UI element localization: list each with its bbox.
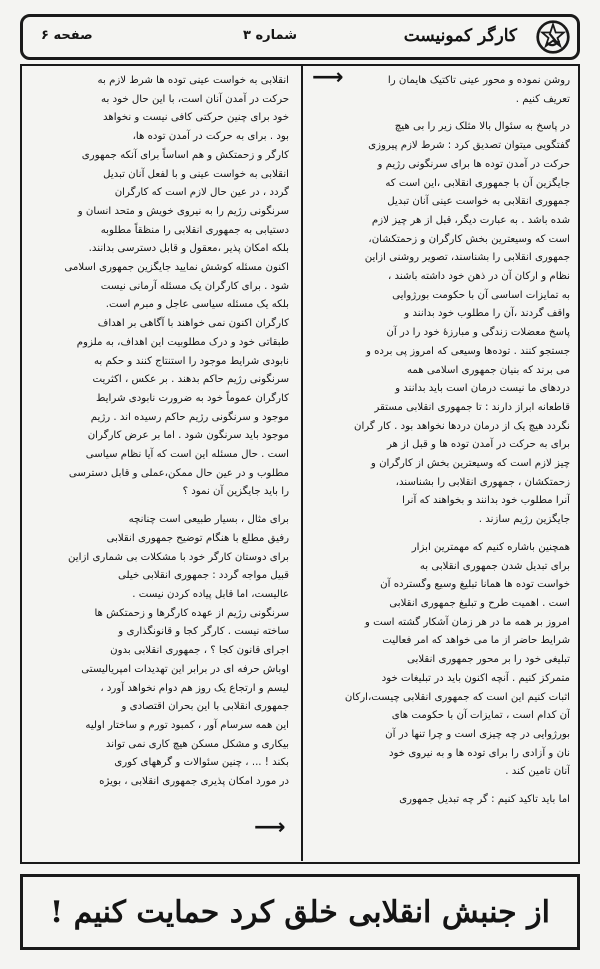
text-line: کارگر و زحمتکش و هم اساساً برای آنکه جمهوری <box>81 149 289 161</box>
text-line: برای دوستان کارگر خود با مشکلات بی شماری ازاین <box>68 551 289 563</box>
text-line: بیکاری و مشکل مسکن هیچ کاری نمی تواند <box>105 738 289 750</box>
continued-arrow-icon: ⟶ <box>254 815 286 840</box>
text-line: اوباش حرفه ای در برابر این تهدیدات امپریالیستی <box>81 663 289 675</box>
text-line: کارگران اکنون نمی خواهند با آگاهی بر اهداف <box>97 318 289 330</box>
text-line: برای مثال ، بسیار طبیعی است چنانچه <box>128 514 289 526</box>
text-line: جمهوری انقلابی به خواست عینی آنان تبدیل <box>387 196 570 208</box>
text-line: قبیل مواجه گردد : جمهوری انقلابی خیلی <box>118 570 289 582</box>
right-column <box>312 72 570 858</box>
text-line: تعریف کنیم . <box>515 93 570 105</box>
text-line: بلکه امکان پذیر ،معقول و قابل دسترسی بدانند. <box>88 243 289 255</box>
page-number: صفحه ۶ <box>41 28 93 43</box>
text-line: اثبات کنیم این است که جمهوری انقلابی چیست،ارکان <box>344 691 570 703</box>
text-line: موجود باید سرنگون شود . اما بر عرض کارگران <box>87 430 289 442</box>
text-line: رفیق مطلع با هنگام توضیح جمهوری انقلابی <box>106 532 289 544</box>
text-line: انقلابی به خواست عینی و با لفعل آنان تبدیل <box>103 168 289 180</box>
text-line: لیسم و ارتجاع یک روز هم دوام نخواهد آورد ، <box>100 682 289 694</box>
text-line: سرنگونی رژیم را به نیروی خویش و متحد انسان و <box>77 205 289 217</box>
text-line: در پاسخ به سئوال بالا مثلک زیر را بی هیچ <box>394 121 570 133</box>
text-line: نان و آزادی را برای توده ها و به نیروی خود <box>388 747 570 759</box>
text-line: انقلابی به خواست عینی توده ها شرط لازم به <box>97 75 289 86</box>
text-line: چیز لازم است که وسیعترین بخش از کارگران و <box>370 458 570 470</box>
slogan-text: از جنبش انقلابی خلق کرد حمایت کنیم ! <box>50 894 550 930</box>
text-line: جایگزین رژیم سازند . <box>478 514 570 526</box>
text-line: دستیابی به جمهوری انقلابی را منظقاً مطلوبه <box>100 224 289 236</box>
text-line: نگردد هیچ یک از درمان دردها نخواهد بود . کار گران <box>354 420 570 432</box>
text-line: آنرا مطلوب خود بدانند و بخواهند که آنرا <box>402 495 570 507</box>
continuation-arrow-icon: ⟶ <box>312 65 344 90</box>
paragraph-gap <box>312 782 570 791</box>
text-line: گردد ، در عین حال لازم است که کارگران <box>114 187 289 199</box>
text-line: متمرکز کنیم . آنچه اکنون باید در تبلیغات خود <box>381 672 570 684</box>
text-line: بکند ! ... ، چنین سئوالات و گرههای کوری <box>114 757 289 769</box>
text-line: موجود و سرنگونی رژیم حاکم رسیده اند . رژیم <box>90 411 289 423</box>
text-line: گفتگویی میتوان تصدیق کرد : شرط لازم پیروزی <box>368 140 570 152</box>
text-line: جایگزین آن با جمهوری انقلابی ،این است که <box>385 177 570 189</box>
text-line: شود . برای کارگران یک مسئله آرمانی نیست <box>100 280 289 292</box>
text-line: است . حال مسئله این است که آیا نظام سیاسی <box>85 449 289 461</box>
column-divider <box>301 66 303 861</box>
text-line: اجرای قانون کجا ؟ ، جمهوری انقلابی بدون <box>110 645 289 657</box>
article-frame <box>20 64 580 864</box>
slogan-banner <box>20 874 580 950</box>
text-line: برای به حرکت در آمدن توده ها و قبل از هر <box>386 439 570 451</box>
text-line: نظام و ارکان آن در ذهن خود داشته باشند ، <box>387 271 570 283</box>
text-line: شده باشد . به عبارت دیگر، قبل از هر چیز لازم <box>371 214 570 226</box>
text-line: تبلیغی خود را بر محور جمهوری انقلابی <box>407 654 570 666</box>
text-line: سرنگونی رژیم از عهده کارگرها و زحمتکش ها <box>94 607 289 619</box>
text-line: طبقاتی خود و درک مطلوبیت این اهداف، به ملزوم <box>76 336 289 348</box>
text-line: آن کدام است ، تمایزات آن با حکومت های <box>391 710 570 722</box>
text-line: زحمتکشان ، جمهوری انقلابی را بشناسند، <box>395 476 570 488</box>
text-line: در مورد امکان پذیری جمهوری انقلابی ، بویژه <box>99 776 289 788</box>
text-line: جمهوری انقلابی را بشناسند، تصویر روشنی ازاین <box>364 252 570 264</box>
text-line: به تمایزات اساسی آن با حکومت بورژوایی <box>392 289 570 301</box>
text-line: اما باید تاکید کنیم : گر چه تبدیل جمهوری <box>399 794 570 806</box>
issue-number: شماره ۳ <box>242 28 297 43</box>
text-line: بورژوایی در چه چیزی است و چرا تنها در آن <box>385 728 570 740</box>
text-line: را باید جایگزین آن نمود ؟ <box>182 486 289 498</box>
text-line: آنان تامین کند . <box>505 766 570 778</box>
text-line: پاسخ معضلات زندگی و مبارزهٔ خود را در آن <box>386 327 570 339</box>
text-line: است . اهمیت طرح و تبلیغ جمهوری انقلابی <box>389 597 570 609</box>
text-line: واقف گردند ،آن را مطلوب خود بدانند و <box>404 308 570 320</box>
text-line: می برند که بنیان جمهوری اسلامی همه <box>406 364 570 376</box>
text-line: قاطعانه ابراز دارند : تا جمهوری انقلابی مستقر <box>374 401 570 413</box>
text-line: جمهوری انقلابی با این بحران اقتصادی و <box>121 701 289 713</box>
text-line: شرایط حاضر از ما می خواهد که امر فعالیت <box>382 635 570 647</box>
text-line: ساخته نیست . کارگر کجا و قانونگذاری و <box>118 626 289 638</box>
text-line: بلکه یک مسئله سیاسی عاجل و مبرم است. <box>105 299 289 311</box>
text-line: خواست توده ها همانا تبلیغ وسیع وگسترده آن <box>380 579 570 591</box>
text-line: بود . برای به حرکت در آمدن توده ها، <box>132 131 289 143</box>
text-line: حرکت در آمدن آنان است، با این حال خود به <box>101 93 289 105</box>
text-line: دردهای ما نیست درمان است باید بدانند و <box>395 383 570 395</box>
text-line: سرنگونی رژیم حاکم بدهند . بر عکس ، اکثریت <box>92 374 289 386</box>
text-line: کارگران عموماً خود به ضرورت نابودی شرایط <box>95 392 289 404</box>
text-line: این همه سرسام آور ، کمبود تورم و ساختار اولیه <box>85 719 289 731</box>
text-line: مطلوب و در عین حال ممکن،عملی و قابل دسترسی <box>68 467 289 479</box>
left-column <box>31 72 289 858</box>
star-hammer-sickle-icon <box>535 19 571 55</box>
masthead <box>20 14 580 60</box>
text-line: اکنون مسئله کوشش نمایید جایگزین جمهوری اسلامی <box>64 262 289 274</box>
paragraph-gap <box>312 530 570 539</box>
text-line: حرکت در آمدن توده ها برای سرنگونی رژیم و <box>377 158 570 170</box>
text-line: است که وسیعترین بخش کارگران و زحمتکشان، <box>368 233 570 245</box>
text-line: برای تبدیل شدن جمهوری انقلابی به <box>419 560 570 572</box>
text-line: جستجو کنند . توده‌ها وسیعی که امروز پی برده و <box>365 345 570 357</box>
text-line: عالیست، اما قابل پیاده کردن نیست . <box>132 588 289 600</box>
text-line: روشن نموده و محور عینی تاکتیک هایمان را <box>387 75 570 86</box>
text-line: همچنین باشاره کنیم که مهمترین ابزار <box>411 541 570 553</box>
paragraph-gap <box>312 109 570 118</box>
text-line: امروز بر همه ما در هر زمان آشکار گشته است و <box>364 616 570 628</box>
paragraph-gap <box>31 502 289 511</box>
text-line: نابودی شرایط موجود را استنتاج کنند و حکم به <box>93 355 289 367</box>
text-line: خود برای چنین حرکتی کافی نیست و نخواهد <box>102 112 289 124</box>
newspaper-title: کارگر کمونیست <box>403 26 517 46</box>
